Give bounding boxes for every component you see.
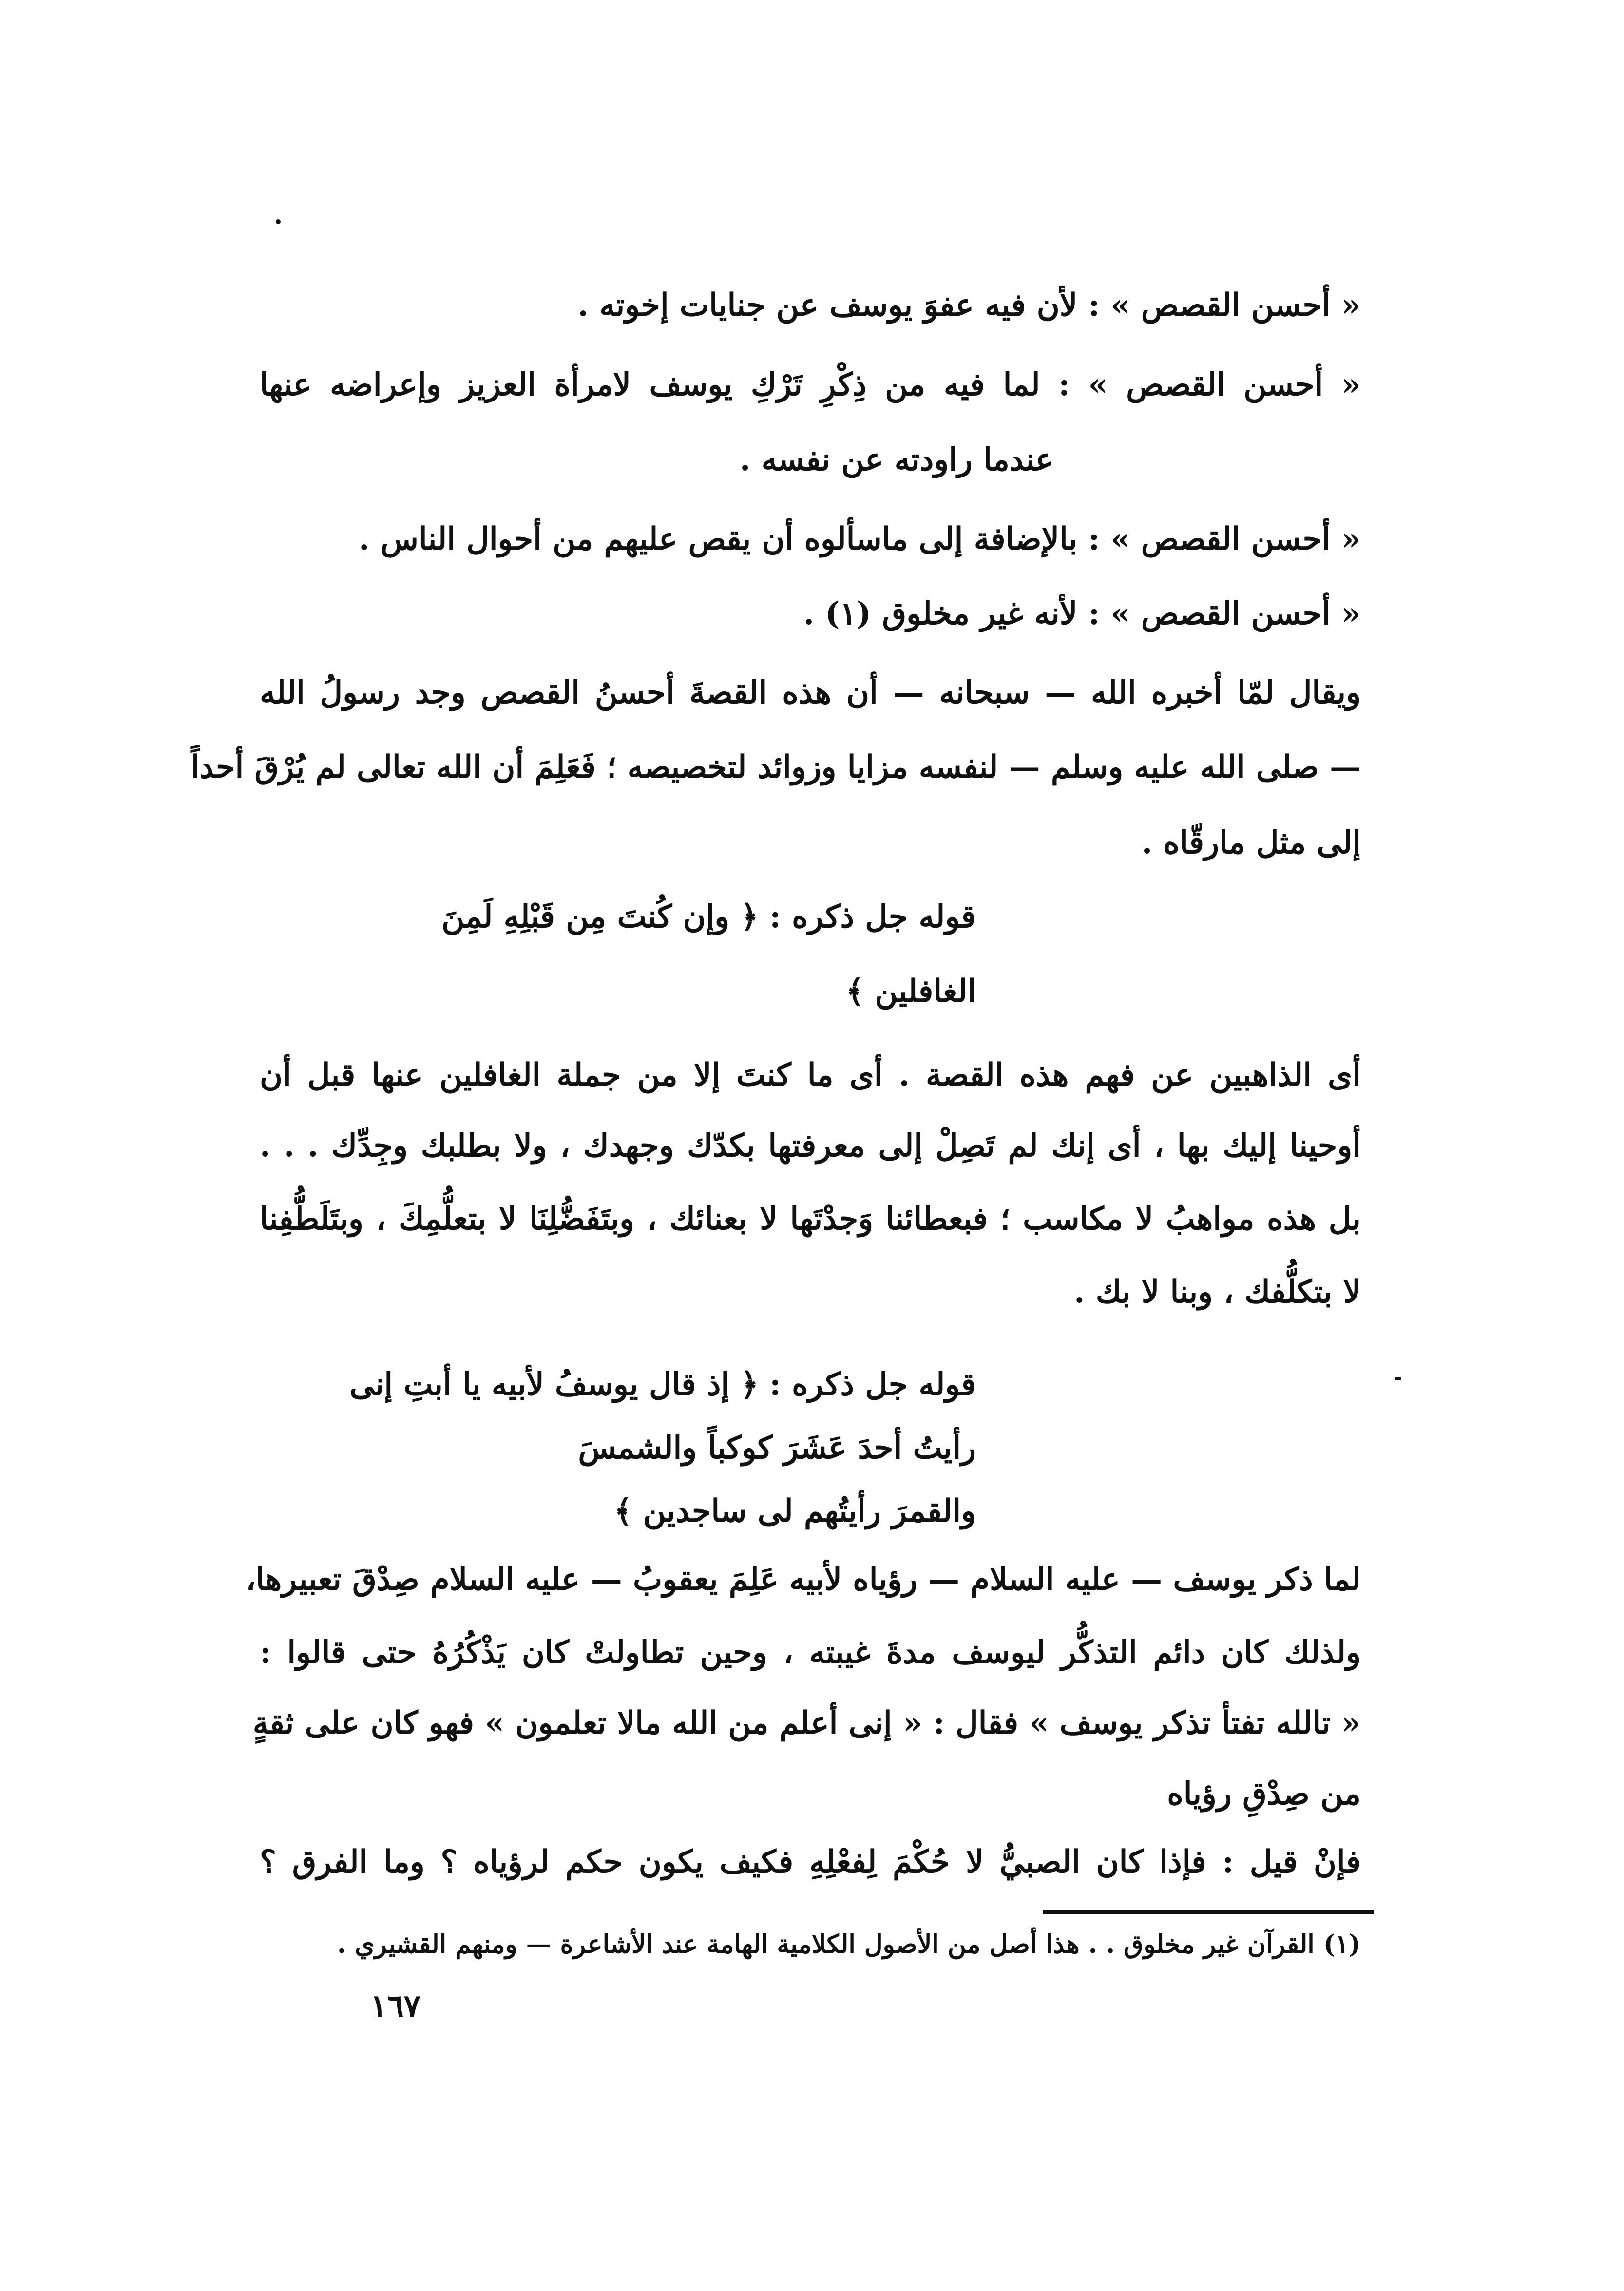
footnote: (١) القرآن غير مخلوق . . هذا أصل من الأصول الكلامية الهامة عند الأشاعرة — ومنهم القشيري . [337, 1929, 1361, 1959]
text-line: ولذلك كان دائم التذكُّر ليوسف مدةَ غيبته ، وحين تطاولتْ كان يَذْكُرُهُ حتى قالوا : [260, 1634, 1361, 1671]
text-line: بل هذه مواهبُ لا مكاسب ؛ فبعطائنا وَجدْتَها لا بعنائك ، وبتَفَضُّلِنَا لا بتعلُّمِكَ ، وبتَلَطُّفِنا [260, 1201, 1361, 1237]
verse-line: قوله جل ذكره : ﴿ وإن كُنتَ مِن قَبْلِهِ لَمِنَ [441, 898, 976, 935]
text-line: « تالله تفتأ تذكر يوسف » فقال : « إنى أعلم من الله مالا تعلمون » فهو كان على ثقةٍ [252, 1705, 1361, 1741]
text-line: أى الذاهبين عن فهم هذه القصة . أى ما كنتَ إلا من جملة الغافلين عنها قبل أن [260, 1057, 1361, 1093]
text-line: — صلى الله عليه وسلم — لنفسه مزايا وزوائد لتخصيصه ؛ فَعَلِمَ أن الله تعالى لم يُرْقَ أحداً [191, 749, 1361, 785]
verse-line: والقمرَ رأيتُهم لى ساجدين ﴾ [613, 1493, 976, 1529]
text-line: من صِدْقِ رؤياه [1167, 1776, 1361, 1812]
verse-line: قوله جل ذكره : ﴿ إذ قال يوسفُ لأبيه يا أبتِ إنى [349, 1366, 976, 1403]
speck-mark [276, 219, 281, 224]
text-line: « أحسن القصص » : بالإضافة إلى ماسألوه أن يقص عليهم من أحوال الناس . [359, 521, 1361, 557]
text-line: إلى مثل مارقّاه . [1141, 824, 1361, 861]
text-line: لا بتكلُّفك ، وبنا لا بك . [1074, 1274, 1361, 1310]
text-line: عندما راودته عن نفسه . [740, 441, 1054, 478]
page-number: ١٦٧ [370, 1988, 421, 2024]
verse-line: رأيتُ أحدَ عَشَرَ كوكباً والشمسَ [578, 1430, 976, 1466]
footnote-separator [1043, 1910, 1374, 1914]
text-line: أوحينا إليك بها ، أى إنك لم تَصِلْ إلى معرفتها بكدّك وجهدك ، ولا بطلبك وجِدِّك . . . [260, 1127, 1361, 1164]
text-line: « أحسن القصص » : لأن فيه عفوَ يوسف عن جنايات إخوته . [577, 287, 1361, 324]
text-line: فإنْ قيل : فإذا كان الصبيُّ لا حُكْمَ لِفعْلِهِ فكيف يكون حكم لرؤياه ؟ وما الفرق ؟ [260, 1844, 1361, 1880]
text-line: « أحسن القصص » : لما فيه من ذِكْرِ تَرْكِ يوسف لامرأة العزيز وإعراضه عنها [260, 366, 1361, 403]
verse-line: الغافلين ﴾ [845, 973, 976, 1010]
text-line: « أحسن القصص » : لأنه غير مخلوق (١) . [803, 595, 1361, 632]
text-line: ويقال لمّا أخبره الله — سبحانه — أن هذه القصةَ أحسنُ القصص وجد رسولُ الله [260, 674, 1361, 711]
speck-mark [1395, 1377, 1401, 1380]
text-line: لما ذكر يوسف — عليه السلام — رؤياه لأبيه عَلِمَ يعقوبُ — عليه السلام صِدْقَ تعبيرها، [246, 1561, 1361, 1598]
